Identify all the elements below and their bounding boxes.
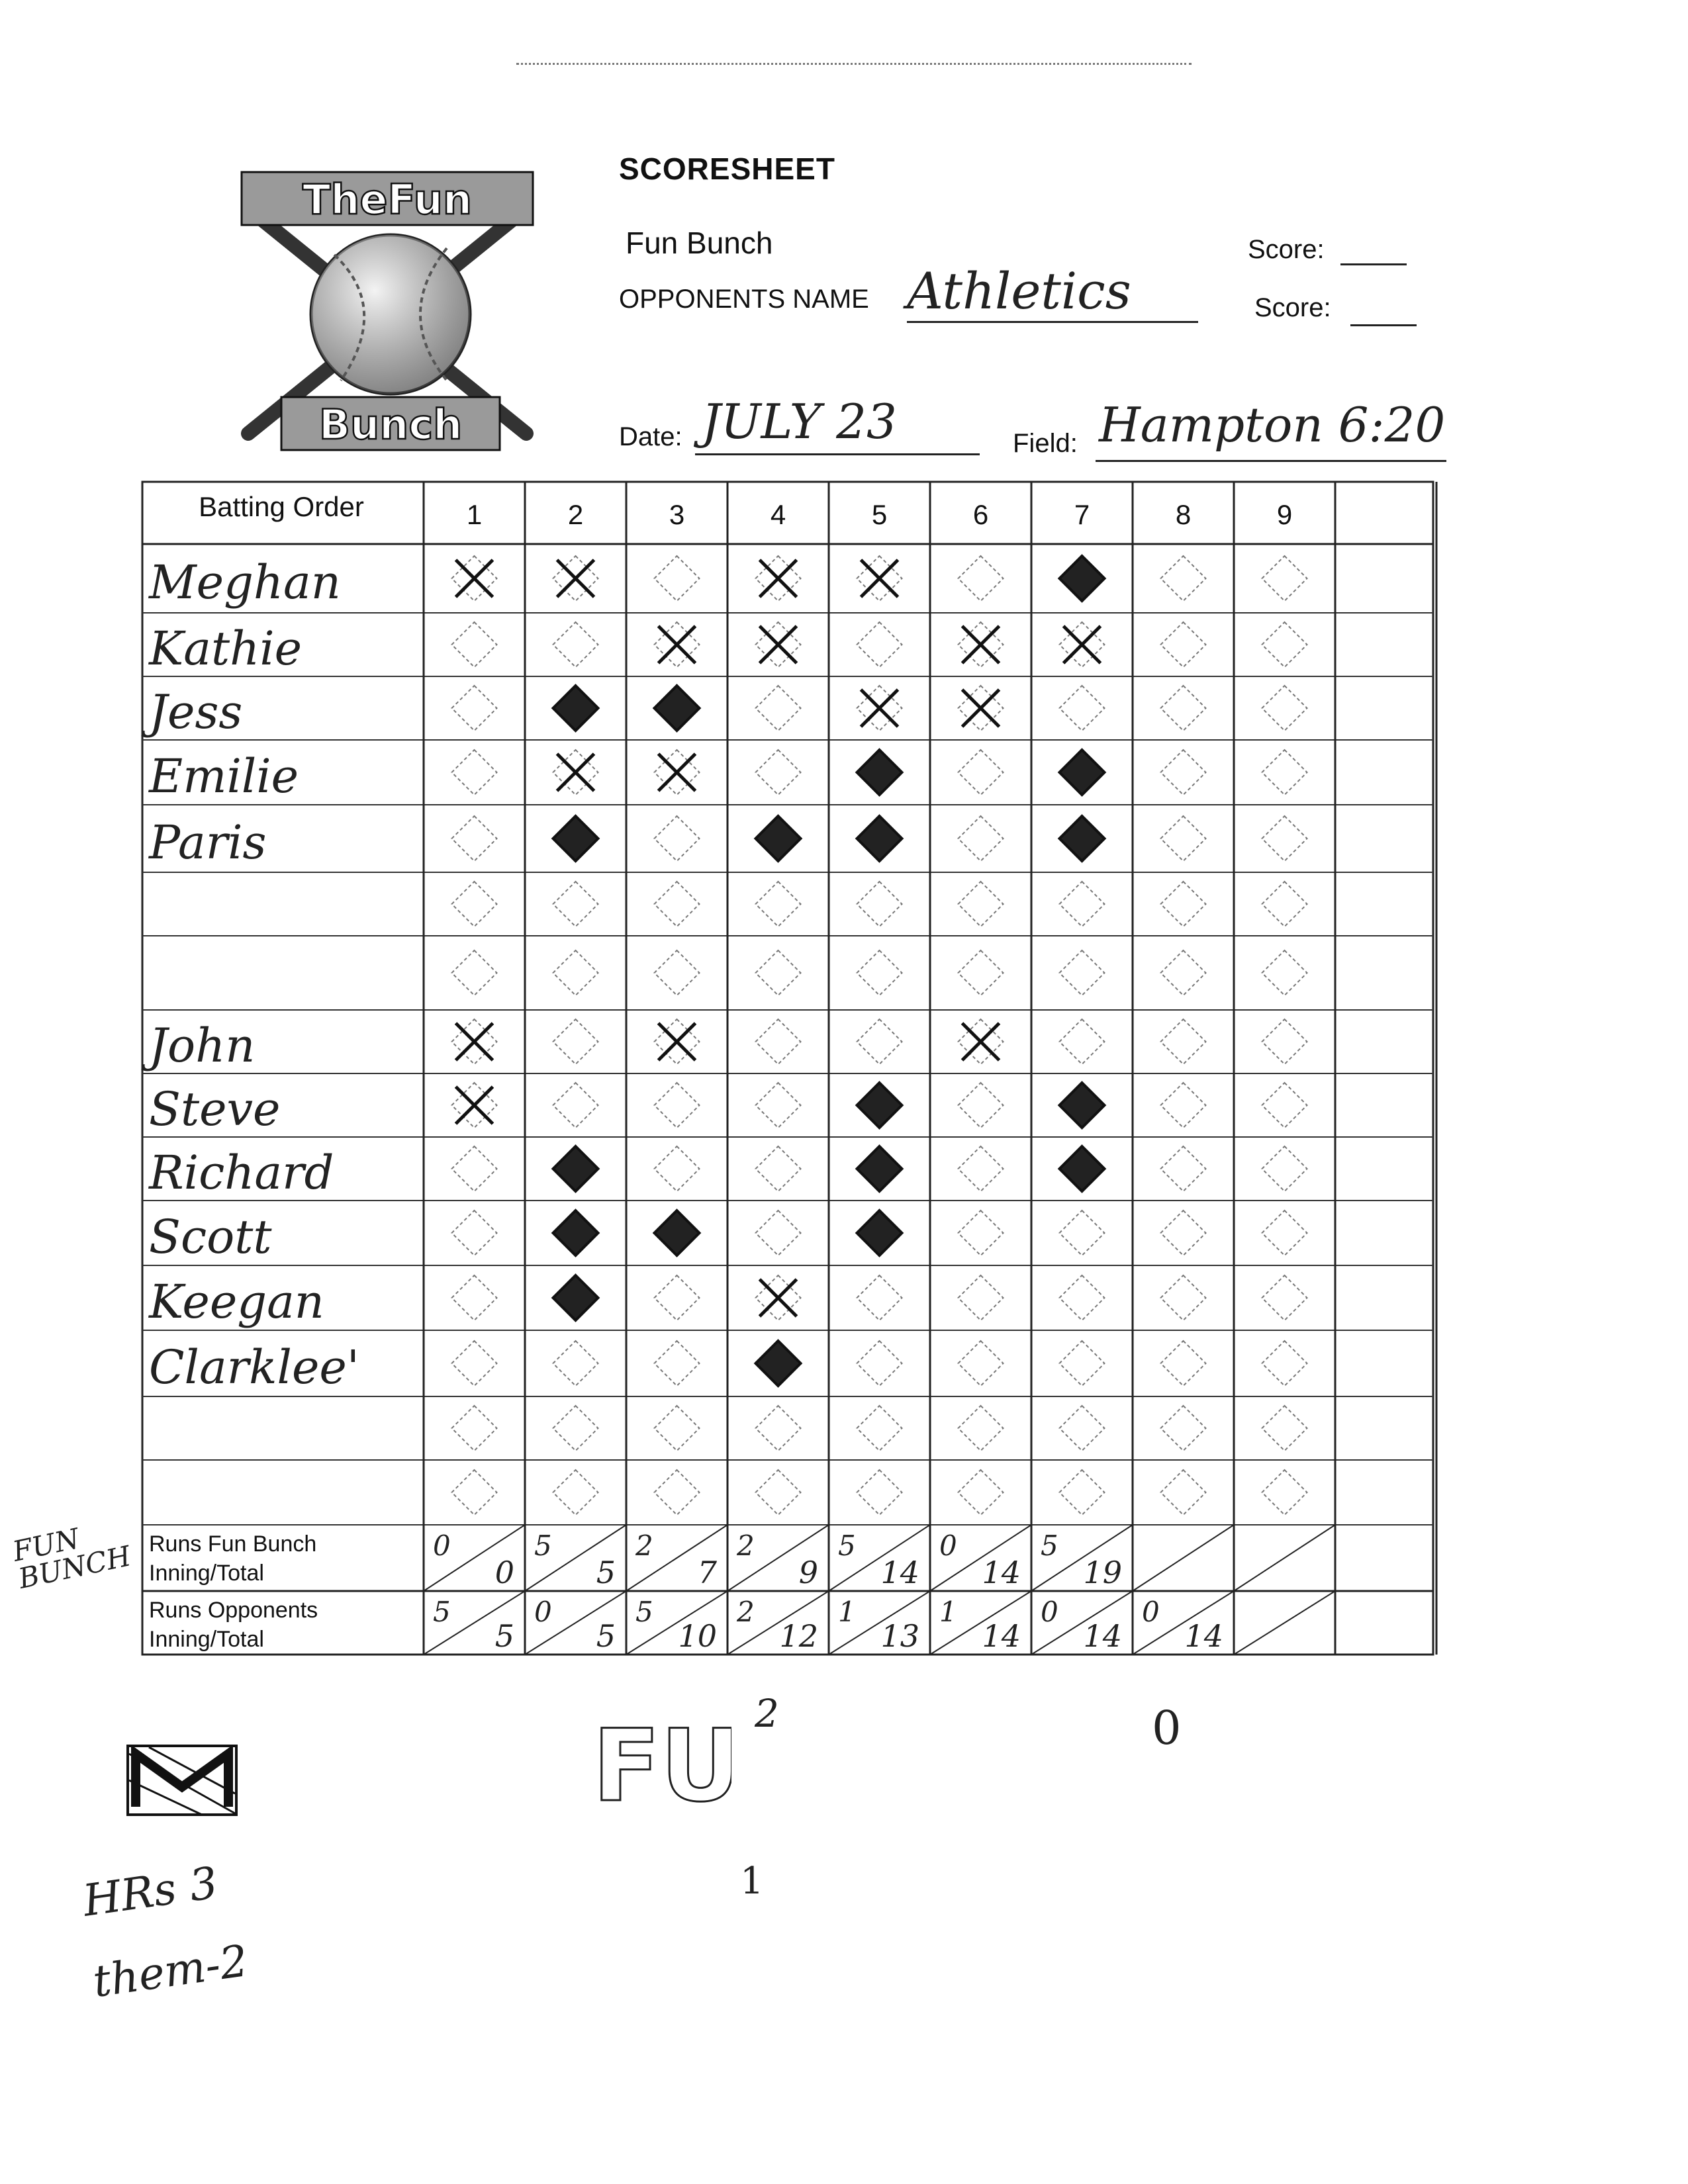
opponents-total-runs: 10 bbox=[678, 1618, 717, 1654]
field-value[interactable]: Hampton 6:20 bbox=[1099, 397, 1446, 453]
top-scan-mark bbox=[516, 63, 1192, 65]
base-diamond bbox=[1161, 556, 1206, 601]
base-diamond bbox=[756, 686, 801, 731]
base-diamond bbox=[655, 1470, 700, 1515]
base-diamond bbox=[452, 622, 497, 667]
base-diamond bbox=[452, 950, 497, 995]
base-diamond bbox=[452, 1341, 497, 1386]
base-diamond bbox=[756, 1470, 801, 1515]
base-diamond bbox=[1262, 622, 1307, 667]
out-mark bbox=[760, 1279, 797, 1316]
out-mark bbox=[962, 690, 1000, 727]
base-diamond bbox=[959, 556, 1004, 601]
fu-superscript: 2 bbox=[755, 1691, 779, 1736]
inning-header: 6 bbox=[972, 499, 989, 530]
fun-bunch-margin-note: FUN BUNCH bbox=[9, 1522, 134, 1595]
base-diamond bbox=[756, 750, 801, 795]
opponents-label: OPPONENTS NAME bbox=[619, 285, 869, 314]
base-diamond bbox=[553, 950, 598, 995]
sheet-title: SCORESHEET bbox=[619, 152, 835, 186]
runs-opponents-sub: Inning/Total bbox=[149, 1627, 264, 1652]
base-diamond bbox=[1161, 1210, 1206, 1255]
scored-diamond bbox=[553, 686, 598, 731]
base-diamond bbox=[1161, 622, 1206, 667]
base-diamond bbox=[1161, 1470, 1206, 1515]
out-mark bbox=[962, 1023, 1000, 1060]
scored-diamond bbox=[1060, 556, 1105, 601]
scored-diamond bbox=[553, 1210, 598, 1255]
base-diamond bbox=[452, 750, 497, 795]
base-diamond bbox=[1161, 750, 1206, 795]
opponents-total-runs: 5 bbox=[596, 1618, 616, 1654]
base-diamond bbox=[452, 1210, 497, 1255]
fun-bunch-total-runs: 0 bbox=[494, 1555, 514, 1590]
score-label-1: Score: bbox=[1248, 235, 1325, 264]
base-diamond bbox=[959, 750, 1004, 795]
base-diamond bbox=[1161, 686, 1206, 731]
base-diamond bbox=[959, 1406, 1004, 1451]
scored-diamond bbox=[655, 1210, 700, 1255]
base-diamond bbox=[1262, 1275, 1307, 1320]
logo-bottom-text: Bunch bbox=[318, 400, 463, 449]
base-diamond bbox=[452, 1470, 497, 1515]
base-diamond bbox=[1262, 1470, 1307, 1515]
opponents-inning-runs: 0 bbox=[534, 1596, 552, 1628]
base-diamond bbox=[1262, 1341, 1307, 1386]
base-diamond bbox=[959, 950, 1004, 995]
base-diamond bbox=[756, 1083, 801, 1128]
fun-bunch-inning-runs: 0 bbox=[939, 1529, 957, 1562]
base-diamond bbox=[655, 816, 700, 861]
out-mark bbox=[456, 1023, 493, 1060]
scored-diamond bbox=[1060, 1083, 1105, 1128]
base-diamond bbox=[553, 1406, 598, 1451]
base-diamond bbox=[756, 1019, 801, 1064]
base-diamond bbox=[1161, 1406, 1206, 1451]
base-diamond bbox=[756, 950, 801, 995]
base-diamond bbox=[857, 1341, 902, 1386]
base-diamond bbox=[1262, 1019, 1307, 1064]
base-diamond bbox=[553, 1019, 598, 1064]
base-diamond bbox=[655, 1341, 700, 1386]
opponents-inning-runs: 0 bbox=[1142, 1596, 1160, 1628]
base-diamond bbox=[959, 1341, 1004, 1386]
out-mark bbox=[557, 754, 594, 791]
scored-diamond bbox=[553, 1275, 598, 1320]
opponents-inning-runs: 1 bbox=[838, 1596, 856, 1628]
out-mark bbox=[557, 560, 594, 597]
fun-bunch-inning-runs: 5 bbox=[1041, 1529, 1058, 1562]
base-diamond bbox=[655, 950, 700, 995]
base-diamond bbox=[655, 1406, 700, 1451]
base-diamond bbox=[857, 1406, 902, 1451]
base-diamond bbox=[1262, 1146, 1307, 1191]
runs-opponents-label: Runs Opponents bbox=[149, 1598, 318, 1623]
base-diamond bbox=[553, 1470, 598, 1515]
base-diamond bbox=[1262, 1406, 1307, 1451]
base-diamond bbox=[553, 882, 598, 927]
player-name: John bbox=[149, 1019, 256, 1073]
base-diamond bbox=[1262, 750, 1307, 795]
base-diamond bbox=[452, 816, 497, 861]
scored-diamond bbox=[857, 1146, 902, 1191]
inning-header: 1 bbox=[466, 499, 483, 530]
base-diamond bbox=[1060, 1210, 1105, 1255]
scored-diamond bbox=[857, 816, 902, 861]
out-mark bbox=[456, 560, 493, 597]
player-name: Richard bbox=[149, 1146, 334, 1200]
base-diamond bbox=[452, 882, 497, 927]
base-diamond bbox=[553, 622, 598, 667]
base-diamond bbox=[1060, 1275, 1105, 1320]
base-diamond bbox=[959, 1146, 1004, 1191]
inning-header: 5 bbox=[871, 499, 888, 530]
opponents-inning-runs: 5 bbox=[433, 1596, 451, 1628]
out-mark bbox=[1064, 626, 1101, 663]
out-mark bbox=[659, 1023, 696, 1060]
inning-header: 9 bbox=[1276, 499, 1293, 530]
base-diamond bbox=[1060, 1470, 1105, 1515]
out-mark bbox=[760, 560, 797, 597]
base-diamond bbox=[857, 950, 902, 995]
base-diamond bbox=[1060, 1341, 1105, 1386]
player-name: Keegan bbox=[149, 1275, 324, 1329]
fu-doodle bbox=[592, 1707, 731, 1813]
base-diamond bbox=[1161, 1275, 1206, 1320]
base-diamond bbox=[1060, 882, 1105, 927]
runs-cell-diagonal bbox=[1133, 1525, 1234, 1591]
base-diamond bbox=[1262, 950, 1307, 995]
scored-diamond bbox=[1060, 816, 1105, 861]
base-diamond bbox=[959, 1210, 1004, 1255]
inning-header: 8 bbox=[1175, 499, 1192, 530]
base-diamond bbox=[857, 622, 902, 667]
player-name: Jess bbox=[149, 685, 243, 739]
base-diamond bbox=[655, 1146, 700, 1191]
out-mark bbox=[861, 690, 898, 727]
opponents-inning-runs: 2 bbox=[737, 1596, 755, 1628]
score-label-2: Score: bbox=[1254, 293, 1331, 322]
opponents-inning-runs: 0 bbox=[1041, 1596, 1058, 1628]
runs-fun-bunch-sub: Inning/Total bbox=[149, 1561, 264, 1586]
base-diamond bbox=[1161, 950, 1206, 995]
field-label: Field: bbox=[1013, 429, 1078, 458]
fun-bunch-inning-runs: 5 bbox=[838, 1529, 856, 1562]
opponents-value[interactable]: Athletics bbox=[907, 261, 1131, 320]
base-diamond bbox=[959, 816, 1004, 861]
base-diamond bbox=[756, 1210, 801, 1255]
runs-fun-bunch-label: Runs Fun Bunch bbox=[149, 1531, 317, 1557]
m-doodle bbox=[122, 1741, 242, 1820]
base-diamond bbox=[452, 1406, 497, 1451]
date-value[interactable]: JULY 23 bbox=[702, 394, 897, 449]
fun-bunch-total-runs: 9 bbox=[798, 1555, 818, 1590]
out-mark bbox=[861, 560, 898, 597]
opponents-total-runs: 14 bbox=[1083, 1618, 1122, 1654]
base-diamond bbox=[655, 1083, 700, 1128]
runs-cell-diagonal bbox=[1234, 1525, 1335, 1591]
base-diamond bbox=[553, 1341, 598, 1386]
fun-bunch-total-runs: 14 bbox=[982, 1555, 1021, 1590]
base-diamond bbox=[959, 1083, 1004, 1128]
fun-bunch-total-runs: 7 bbox=[697, 1555, 717, 1590]
base-diamond bbox=[452, 686, 497, 731]
base-diamond bbox=[1262, 686, 1307, 731]
base-diamond bbox=[1262, 816, 1307, 861]
base-diamond bbox=[756, 882, 801, 927]
fun-bunch-total-runs: 14 bbox=[880, 1555, 919, 1590]
batting-order-header: Batting Order bbox=[199, 491, 364, 522]
scored-diamond bbox=[1060, 750, 1105, 795]
base-diamond bbox=[1060, 686, 1105, 731]
base-diamond bbox=[1161, 1341, 1206, 1386]
opponents-inning-runs: 1 bbox=[939, 1596, 957, 1628]
base-diamond bbox=[1060, 950, 1105, 995]
runs-cell-diagonal bbox=[1234, 1591, 1335, 1655]
base-diamond bbox=[1060, 1406, 1105, 1451]
player-name: Emilie bbox=[149, 749, 299, 803]
base-diamond bbox=[1161, 1146, 1206, 1191]
scored-diamond bbox=[756, 1341, 801, 1386]
base-diamond bbox=[553, 1083, 598, 1128]
out-mark bbox=[659, 754, 696, 791]
scored-diamond bbox=[857, 1210, 902, 1255]
scored-diamond bbox=[553, 816, 598, 861]
base-diamond bbox=[1060, 1019, 1105, 1064]
fun-bunch-inning-runs: 2 bbox=[635, 1529, 653, 1562]
base-diamond bbox=[959, 1470, 1004, 1515]
fun-bunch-inning-runs: 2 bbox=[737, 1529, 755, 1562]
one-mark: 1 bbox=[740, 1860, 764, 1903]
base-diamond bbox=[756, 1406, 801, 1451]
base-diamond bbox=[756, 1146, 801, 1191]
base-diamond bbox=[452, 1275, 497, 1320]
base-diamond bbox=[655, 1275, 700, 1320]
out-mark bbox=[659, 626, 696, 663]
fun-bunch-inning-runs: 5 bbox=[534, 1529, 552, 1562]
opponents-total-runs: 5 bbox=[494, 1618, 514, 1654]
out-mark bbox=[456, 1087, 493, 1124]
base-diamond bbox=[959, 1275, 1004, 1320]
player-name: Paris bbox=[149, 815, 267, 870]
date-label: Date: bbox=[619, 422, 682, 451]
inning-header: 7 bbox=[1074, 499, 1090, 530]
base-diamond bbox=[1262, 1210, 1307, 1255]
base-diamond bbox=[857, 1470, 902, 1515]
base-diamond bbox=[857, 1019, 902, 1064]
base-diamond bbox=[1161, 882, 1206, 927]
player-name: Scott bbox=[149, 1210, 272, 1264]
base-diamond bbox=[1161, 1083, 1206, 1128]
player-name: Meghan bbox=[149, 555, 341, 610]
zero-mark: 0 bbox=[1152, 1701, 1182, 1755]
inning-header: 4 bbox=[770, 499, 786, 530]
scored-diamond bbox=[857, 750, 902, 795]
logo-top-text: TheFun bbox=[302, 175, 473, 224]
scored-diamond bbox=[655, 686, 700, 731]
base-diamond bbox=[857, 1275, 902, 1320]
base-diamond bbox=[452, 1146, 497, 1191]
fu-doodle-text: FU bbox=[592, 1709, 731, 1813]
opponents-total-runs: 12 bbox=[779, 1618, 818, 1654]
scored-diamond bbox=[1060, 1146, 1105, 1191]
base-diamond bbox=[1161, 816, 1206, 861]
scored-diamond bbox=[756, 816, 801, 861]
opponents-total-runs: 13 bbox=[880, 1618, 919, 1654]
base-diamond bbox=[1262, 556, 1307, 601]
base-diamond bbox=[655, 556, 700, 601]
base-diamond bbox=[1262, 882, 1307, 927]
base-diamond bbox=[655, 882, 700, 927]
hrs-note: HRs 3 bbox=[79, 1857, 221, 1927]
fun-bunch-total-runs: 5 bbox=[596, 1555, 616, 1590]
fun-bunch-inning-runs: 0 bbox=[433, 1529, 451, 1562]
fun-bunch-total-runs: 19 bbox=[1083, 1555, 1122, 1590]
out-mark bbox=[962, 626, 1000, 663]
player-name: Clarklee' bbox=[149, 1340, 360, 1394]
base-diamond bbox=[959, 882, 1004, 927]
base-diamond bbox=[1161, 1019, 1206, 1064]
team-name: Fun Bunch bbox=[626, 226, 773, 260]
inning-header: 2 bbox=[567, 499, 584, 530]
out-mark bbox=[760, 626, 797, 663]
opponents-total-runs: 14 bbox=[1184, 1618, 1223, 1654]
base-diamond bbox=[857, 882, 902, 927]
player-name: Kathie bbox=[149, 621, 303, 676]
inning-header: 3 bbox=[669, 499, 685, 530]
scored-diamond bbox=[857, 1083, 902, 1128]
scored-diamond bbox=[553, 1146, 598, 1191]
base-diamond bbox=[1262, 1083, 1307, 1128]
opponents-total-runs: 14 bbox=[982, 1618, 1021, 1654]
player-name: Steve bbox=[149, 1082, 281, 1136]
opponents-inning-runs: 5 bbox=[635, 1596, 653, 1628]
them-note: them-2 bbox=[89, 1935, 252, 2007]
